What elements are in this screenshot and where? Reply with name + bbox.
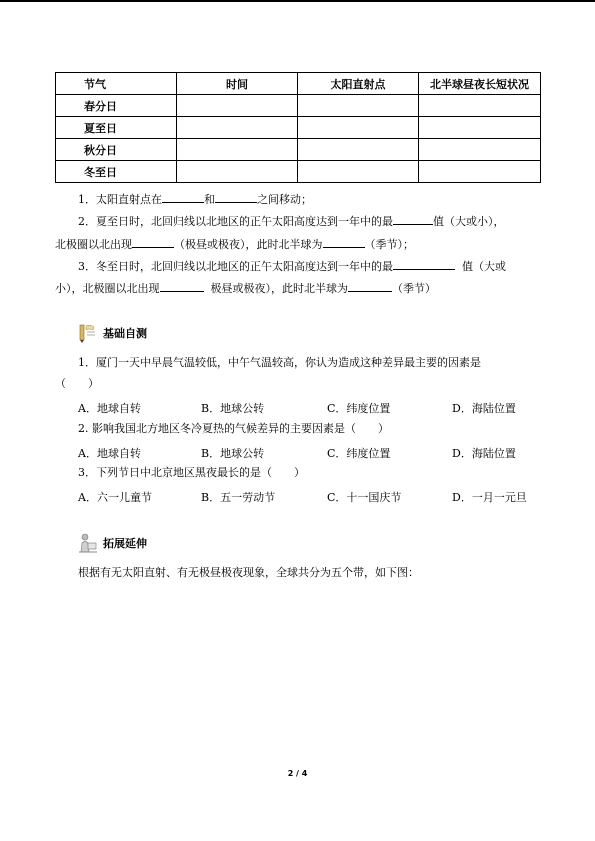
extension-heading	[77, 532, 147, 554]
table-row	[56, 117, 541, 139]
solar-terms-table	[55, 72, 541, 183]
mc-q2-option-b[interactable]: B．地球公转	[201, 447, 265, 460]
mc-q3-stem: 3．下列节日中北京地区黑夜最长的是（ ）	[78, 466, 305, 479]
blank[interactable]	[348, 281, 392, 292]
answer-cell[interactable]	[298, 161, 419, 183]
table-row	[56, 95, 541, 117]
fill-q3-line2	[55, 281, 436, 296]
top-rule	[0, 0, 595, 2]
page-number: 2 / 4	[287, 769, 308, 778]
q2-text: （季节）；	[364, 238, 414, 251]
fill-q2-line1	[78, 214, 505, 229]
q3-text: 3．冬至日时，北回归线以北地区的正午太阳高度达到一年中的最	[78, 260, 393, 273]
q3-text: （季节）	[392, 282, 436, 295]
fill-q3-line1	[78, 259, 506, 274]
row-label: 冬至日	[56, 161, 177, 183]
answer-cell[interactable]	[419, 95, 541, 117]
blank[interactable]	[215, 192, 257, 203]
answer-cell[interactable]	[419, 161, 541, 183]
q1-text: 1．太阳直射点在	[78, 193, 162, 206]
q1-text: 之间移动；	[257, 193, 312, 206]
mc-q1-option-c[interactable]: C．纬度位置	[327, 402, 391, 415]
row-label: 夏至日	[56, 117, 177, 139]
mc-q2-option-d[interactable]: D．海陆位置	[452, 447, 516, 460]
q2-text: 北极圈以北出现	[55, 238, 132, 251]
q3-text: 小），北极圈以北出现	[55, 282, 160, 295]
blank[interactable]	[393, 214, 433, 225]
mc-q1-option-d[interactable]: D．海陆位置	[452, 402, 516, 415]
mc-q3-option-d[interactable]: D．一月一元旦	[452, 491, 527, 504]
q1-text: 和	[204, 193, 215, 206]
table-header-row	[56, 73, 541, 95]
mc-q3-option-b[interactable]: B．五一劳动节	[201, 491, 276, 504]
q3-text: 极昼或极夜），此时北半球为	[210, 282, 348, 295]
answer-cell[interactable]	[419, 117, 541, 139]
header-day-night: 北半球昼夜长短状况	[419, 73, 541, 95]
q2-text: （极昼或极夜），此时北半球为	[174, 238, 323, 251]
q2-text: 值（大或小），	[433, 215, 505, 228]
blank[interactable]	[393, 259, 455, 270]
blank[interactable]	[132, 237, 174, 248]
mc-q3-option-c[interactable]: C．十一国庆节	[327, 491, 402, 504]
person-reading-icon	[77, 532, 99, 554]
answer-cell[interactable]	[177, 95, 298, 117]
pencil-note-icon	[77, 322, 99, 344]
blank[interactable]	[162, 192, 204, 203]
answer-cell[interactable]	[177, 139, 298, 161]
mc-q2-stem: 2. 影响我国北方地区冬冷夏热的气候差异的主要因素是（ ）	[78, 422, 389, 435]
header-time: 时间	[177, 73, 298, 95]
answer-cell[interactable]	[419, 139, 541, 161]
row-label: 春分日	[56, 95, 177, 117]
blank[interactable]	[323, 237, 365, 248]
section-title: 拓展延伸	[103, 537, 147, 550]
blank[interactable]	[160, 281, 204, 292]
q3-text: 值（大或	[462, 260, 506, 273]
section-title: 基础自测	[103, 327, 147, 340]
table-row	[56, 161, 541, 183]
fill-q2-line2	[55, 237, 414, 252]
mc-q1-option-a[interactable]: A．地球自转	[78, 402, 141, 415]
answer-cell[interactable]	[298, 95, 419, 117]
answer-cell[interactable]	[298, 139, 419, 161]
row-label: 秋分日	[56, 139, 177, 161]
mc-q2-option-c[interactable]: C．纬度位置	[327, 447, 391, 460]
mc-q1-option-b[interactable]: B．地球公转	[201, 402, 265, 415]
mc-q1-stem: 1．厦门一天中早晨气温较低，中午气温较高，你认为造成这种差异最主要的因素是	[78, 356, 481, 369]
mc-q2-option-a[interactable]: A．地球自转	[78, 447, 141, 460]
answer-cell[interactable]	[177, 161, 298, 183]
q2-text: 2．夏至日时，北回归线以北地区的正午太阳高度达到一年中的最	[78, 215, 393, 228]
header-solar-term: 节气	[56, 73, 177, 95]
fill-q1	[78, 192, 312, 207]
answer-cell[interactable]	[177, 117, 298, 139]
extension-text: 根据有无太阳直射、有无极昼极夜现象，全球共分为五个带，如下图：	[78, 566, 419, 579]
table-row	[56, 139, 541, 161]
mc-q1-paren: （ ）	[55, 377, 99, 390]
mc-q3-option-a[interactable]: A．六一儿童节	[78, 491, 152, 504]
answer-cell[interactable]	[298, 117, 419, 139]
self-test-heading	[77, 322, 147, 344]
header-direct-point: 太阳直射点	[298, 73, 419, 95]
